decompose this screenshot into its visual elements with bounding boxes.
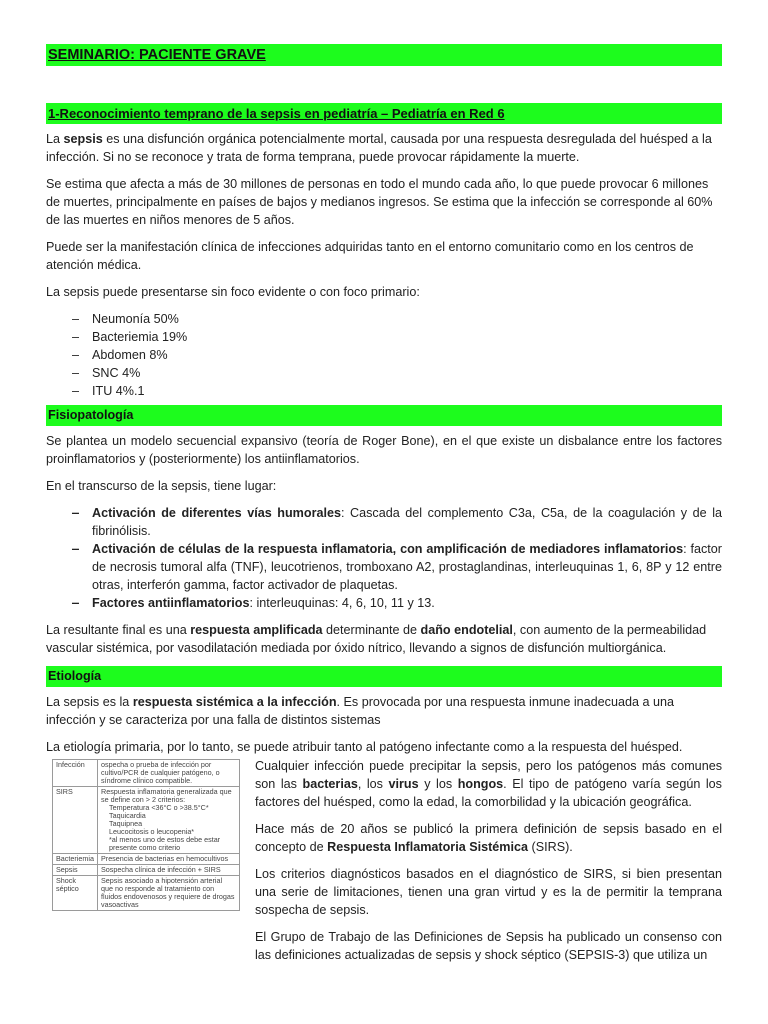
list-item: – Abdomen 8% xyxy=(72,348,168,362)
paragraph-sepsis-3: El Grupo de Trabajo de las Definiciones de Sepsis ha publicado un consenso con las definiciones actualizadas de sepsis y shock séptico (SEPSIS-3) que utiliza un xyxy=(255,930,722,962)
section-heading-sepsis: 1-Reconocimiento temprano de la sepsis en pediatría – Pediatría en Red 6 xyxy=(46,103,722,124)
table-cell: Sospecha clínica de infección + SIRS xyxy=(98,865,240,876)
paragraph-epidemiology: Se estima que afecta a más de 30 millones de personas en todo el mundo cada año, lo que puede provocar 6 millones de muertes, principalmente en países de bajos y medianos ingresos. Se estima que la infección se corresponde al 60% de las muertes en niños menores de 5 años. xyxy=(46,177,713,227)
paragraph-bone-model: Se plantea un modelo secuencial expansivo (teoría de Roger Bone), en el que existe un disbalance entre los factores proinflamatorios y (posteriormente) los antiinflamatorios. xyxy=(46,434,722,466)
table-cell-text: Taquicardia xyxy=(109,811,146,820)
paragraph-sepsis-definition: La sepsis es una disfunción orgánica potencialmente mortal, causada por una respuesta desregulada del huésped a la infección. Si no se reconoce y trata de forma temprana, puede provocar rápidamente la muerte. xyxy=(46,132,712,164)
list-item: ‒ Activación de células de la respuesta inflamatoria, con amplificación de mediadores inflamatorios: factor de necrosis tumoral alfa (TNF), leucotrienos, tromboxano A2, prostaglandinas, interleuquinas 1, 6, 8P y 12 entre otras, interferón gamma, factor activador de plaquetas. xyxy=(72,542,722,592)
table-cell: Infección xyxy=(53,760,98,787)
table-cell: Presencia de bacterias en hemocultivos xyxy=(98,854,240,865)
list-item: – Neumonía 50% xyxy=(72,312,179,326)
paragraph-manifestation: Puede ser la manifestación clínica de infecciones adquiridas tanto en el entorno comunitario como en los centros de atención médica. xyxy=(46,240,694,272)
table-row xyxy=(53,854,240,865)
table-cell-text: Leucocitosis o leucopenia* xyxy=(109,827,195,836)
list-item: ‒ Factores antiinflamatorios: interleuquinas: 4, 6, 10, 11 y 13. xyxy=(72,596,435,610)
definitions-table xyxy=(52,759,240,911)
list-item: – SNC 4% xyxy=(72,366,141,380)
paragraph-course-intro: En el transcurso de la sepsis, tiene lugar: xyxy=(46,479,277,493)
list-item: – Bacteriemia 19% xyxy=(72,330,188,344)
paragraph-sirs-criteria: Los criterios diagnósticos basados en el diagnóstico de SIRS, si bien presentan una serie de limitaciones, tienen una gran virtud y es la de permitir la temprana sospecha de sepsis. xyxy=(255,867,722,917)
table-cell xyxy=(98,787,240,854)
paragraph-systemic-response: La sepsis es la respuesta sistémica a la infección. Es provocada por una respuesta inmune inadecuada a una infección y se caracteriza por una falla de distintos sistemas xyxy=(46,695,674,727)
table-cell-text: Respuesta inflamatoria generalizada que se define con > 2 criterios: xyxy=(101,787,232,804)
table-cell: Shock séptico xyxy=(53,876,98,911)
table-row xyxy=(53,760,240,787)
table-row xyxy=(53,865,240,876)
mechanisms-list xyxy=(46,504,722,612)
table-row xyxy=(53,876,240,911)
paragraph-foci-intro: La sepsis puede presentarse sin foco evidente o con foco primario: xyxy=(46,285,420,299)
document-title: SEMINARIO: PACIENTE GRAVE xyxy=(46,44,722,66)
table-cell: SIRS xyxy=(53,787,98,854)
table-cell-text: Taquipnea xyxy=(109,819,143,828)
etiology-split xyxy=(46,757,722,964)
paragraph-pathogens: Cualquier infección puede precipitar la sepsis, pero los patógenos más comunes son las bacterias, los virus y los hongos. El tipo de patógeno varía según los factores del huésped, como la edad, la comorbilidad y la ubicación geográfica. xyxy=(255,759,722,809)
table-cell: Bacteriemia xyxy=(53,854,98,865)
table-cell-text: Temperatura <36°C o >38.5°C* xyxy=(109,803,209,812)
etiology-text-column xyxy=(255,757,722,964)
table-cell: Sepsis asociado a hipotensión arterial que no responde al tratamiento con fluidos endovenosos y requiere de drogas vasoactivas xyxy=(98,876,240,911)
paragraph-sirs-definition: Hace más de 20 años se publicó la primera definición de sepsis basado en el concepto de Respuesta Inflamatoria Sistémica (SIRS). xyxy=(255,822,722,854)
section-heading-etiologia: Etiología xyxy=(46,666,722,687)
document-content xyxy=(46,44,722,973)
table-cell-text: *al menos uno de estos debe estar presente como criterio xyxy=(109,835,221,852)
paragraph-primary-etiology: La etiología primaria, por lo tanto, se puede atribuir tanto al patógeno infectante como a la respuesta del huésped. xyxy=(46,740,683,754)
foci-list xyxy=(46,310,722,400)
section-heading-fisiopatologia: Fisiopatología xyxy=(46,405,722,426)
paragraph-endothelial-damage: La resultante final es una respuesta amplificada determinante de daño endotelial, con aumento de la permeabilidad vascular sistémica, por vasodilatación mediada por óxido nítrico, llevando a signos de disfunción multiorgánica. xyxy=(46,623,707,655)
table-cell: ospecha o prueba de infección por cultivo/PCR de cualquier patógeno, o síndrome clínico compatible. xyxy=(98,760,240,787)
table-cell: Sepsis xyxy=(53,865,98,876)
list-item: – ITU 4%.1 xyxy=(72,384,145,398)
table-row xyxy=(53,787,240,854)
list-item: ‒ Activación de diferentes vías humorales: Cascada del complemento C3a, C5a, de la coagulación y de la fibrinólisis. xyxy=(72,506,722,538)
